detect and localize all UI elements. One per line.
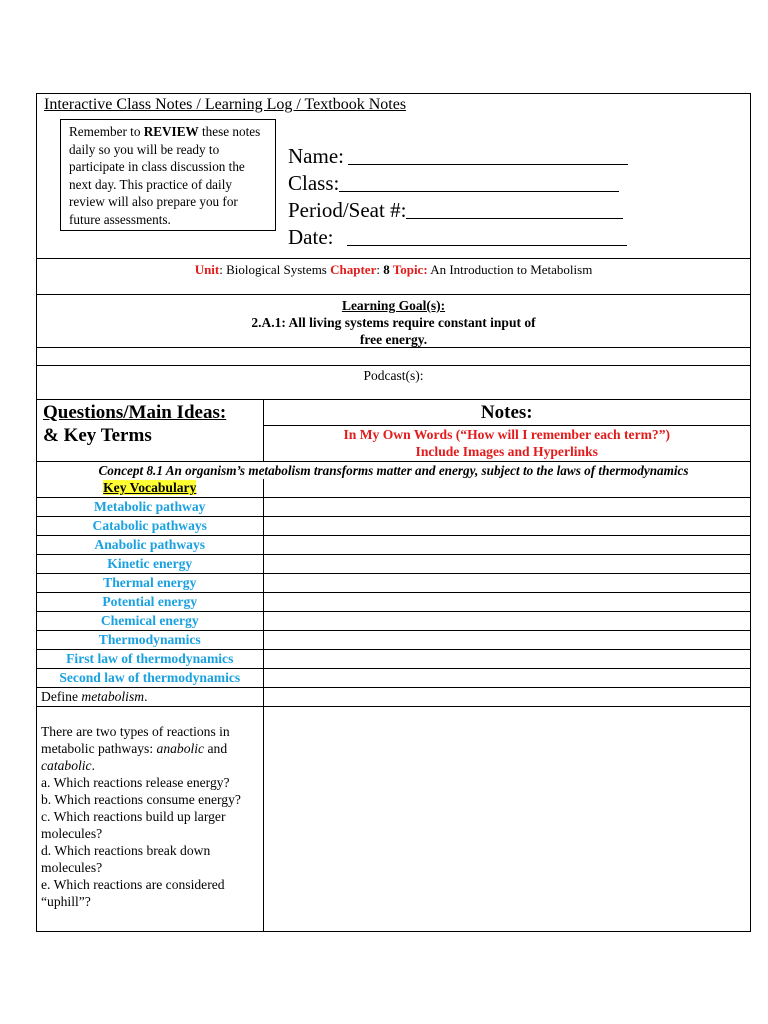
table-row: [37, 669, 750, 688]
concept-text: Concept 8.1 An organism’s metabolism transforms matter and energy, subject to the laws of thermodynamics: [98, 462, 689, 478]
define-pre: Define: [41, 689, 82, 704]
learning-goal-line-1: 2.A.1: All living systems require constant input of: [251, 315, 536, 330]
name-input-line[interactable]: [348, 163, 628, 165]
period-seat-field[interactable]: [288, 198, 623, 223]
term-second-law: Second law of thermodynamics: [37, 669, 263, 688]
define-metabolism-cell: [37, 688, 263, 707]
review-text-pre: Remember to: [69, 124, 144, 139]
review-text-post: these notes daily so you will be ready to participate in class discussion the next day. This practice of daily review will also prepare you for future assessments.: [69, 124, 261, 227]
date-input-line[interactable]: [347, 244, 627, 246]
reaction-notes-cell[interactable]: [263, 707, 750, 931]
term-chemical-energy: Chemical energy: [37, 612, 263, 631]
table-row: [37, 574, 750, 593]
podcast-section: [37, 366, 750, 400]
name-field[interactable]: [288, 144, 628, 169]
question-c: c. Which reactions build up larger molecules?: [41, 809, 226, 841]
date-field[interactable]: [288, 225, 627, 250]
key-vocab-notes-cell[interactable]: [263, 479, 750, 498]
table-row: [37, 498, 750, 517]
unit-label: Unit: [194, 262, 220, 277]
term-notes-cell[interactable]: [263, 631, 750, 650]
reactions-intro: [41, 723, 259, 774]
name-label: Name:: [288, 144, 344, 168]
period-seat-input-line[interactable]: [406, 217, 623, 219]
unit-value: : Biological Systems: [219, 262, 331, 277]
learning-goal-section: [37, 295, 750, 348]
notes-instructions: [263, 425, 750, 461]
learning-goal-line-2: free energy.: [359, 332, 428, 347]
term-thermodynamics: Thermodynamics: [37, 631, 263, 650]
reaction-questions-cell: [37, 707, 263, 931]
question-a: a. Which reactions release energy?: [41, 775, 230, 790]
term-first-law: First law of thermodynamics: [37, 650, 263, 669]
document-title: Interactive Class Notes / Learning Log / Textbook Notes: [44, 96, 407, 113]
vocab-table: [37, 479, 750, 931]
table-row: [37, 631, 750, 650]
header-section: [37, 94, 750, 259]
define-notes-cell[interactable]: [263, 688, 750, 707]
reactions-intro-text: There are two types of reactions in metabolic pathways:: [41, 724, 230, 756]
question-d: d. Which reactions break down molecules?: [41, 843, 211, 875]
term-notes-cell[interactable]: [263, 612, 750, 631]
term-metabolic-pathway: Metabolic pathway: [37, 498, 263, 517]
table-row: [37, 593, 750, 612]
questions-heading: [37, 400, 263, 425]
key-terms-heading: [37, 425, 263, 461]
notes-heading: [263, 400, 750, 425]
term-notes-cell[interactable]: [263, 555, 750, 574]
questions-heading-line-1: Questions/Main Ideas:: [43, 402, 227, 423]
period-seat-label: Period/Seat #:: [288, 198, 407, 222]
term-notes-cell[interactable]: [263, 650, 750, 669]
class-input-line[interactable]: [339, 190, 619, 192]
key-vocab-cell: [37, 479, 263, 498]
review-reminder-box: [60, 119, 276, 231]
term-notes-cell[interactable]: [263, 498, 750, 517]
chapter-label: Chapter: [330, 262, 377, 277]
review-bold: REVIEW: [143, 124, 199, 139]
table-row: [37, 536, 750, 555]
topic-label: Topic:: [389, 262, 428, 277]
reactions-and: and: [204, 741, 228, 756]
podcast-label: Podcast(s):: [363, 368, 424, 383]
term-notes-cell[interactable]: [263, 574, 750, 593]
reactions-period: .: [91, 758, 95, 773]
key-vocab-label: Key Vocabulary: [103, 480, 197, 495]
chapter-sep: :: [376, 262, 384, 277]
question-b: b. Which reactions consume energy?: [41, 792, 241, 807]
term-kinetic-energy: Kinetic energy: [37, 555, 263, 574]
notes-title: Notes:: [480, 402, 533, 423]
class-label: Class:: [288, 171, 340, 195]
catabolic-term: catabolic: [41, 758, 92, 773]
term-thermal-energy: Thermal energy: [37, 574, 263, 593]
chapter-value: 8: [383, 262, 390, 277]
table-row: [37, 650, 750, 669]
question-e: e. Which reactions are considered “uphill”?: [41, 877, 225, 909]
table-row: [37, 517, 750, 536]
learning-goal-heading: Learning Goal(s):: [341, 298, 446, 313]
term-notes-cell[interactable]: [263, 669, 750, 688]
table-row: [37, 707, 750, 931]
anabolic-term: anabolic: [156, 741, 205, 756]
notes-instructions-line-2: Include Images and Hyperlinks: [415, 443, 598, 459]
term-notes-cell[interactable]: [263, 517, 750, 536]
term-notes-cell[interactable]: [263, 593, 750, 612]
class-field[interactable]: [288, 171, 619, 196]
unit-chapter-topic-row: [37, 259, 750, 295]
notes-table: [37, 400, 750, 479]
notes-instructions-line-1: In My Own Words (“How will I remember each term?”): [343, 426, 671, 442]
questions-heading-line-2: & Key Terms: [43, 425, 152, 446]
notes-document: [36, 93, 751, 932]
topic-value: An Introduction to Metabolism: [427, 262, 593, 277]
term-potential-energy: Potential energy: [37, 593, 263, 612]
define-term: metabolism: [81, 689, 145, 704]
concept-row: [37, 461, 750, 479]
date-label: Date:: [288, 225, 334, 249]
term-notes-cell[interactable]: [263, 536, 750, 555]
table-row: [37, 555, 750, 574]
table-row: [37, 688, 750, 707]
term-anabolic-pathways: Anabolic pathways: [37, 536, 263, 555]
define-post: .: [144, 689, 148, 704]
table-row: [37, 612, 750, 631]
term-catabolic-pathways: Catabolic pathways: [37, 517, 263, 536]
blank-row: [37, 348, 750, 366]
